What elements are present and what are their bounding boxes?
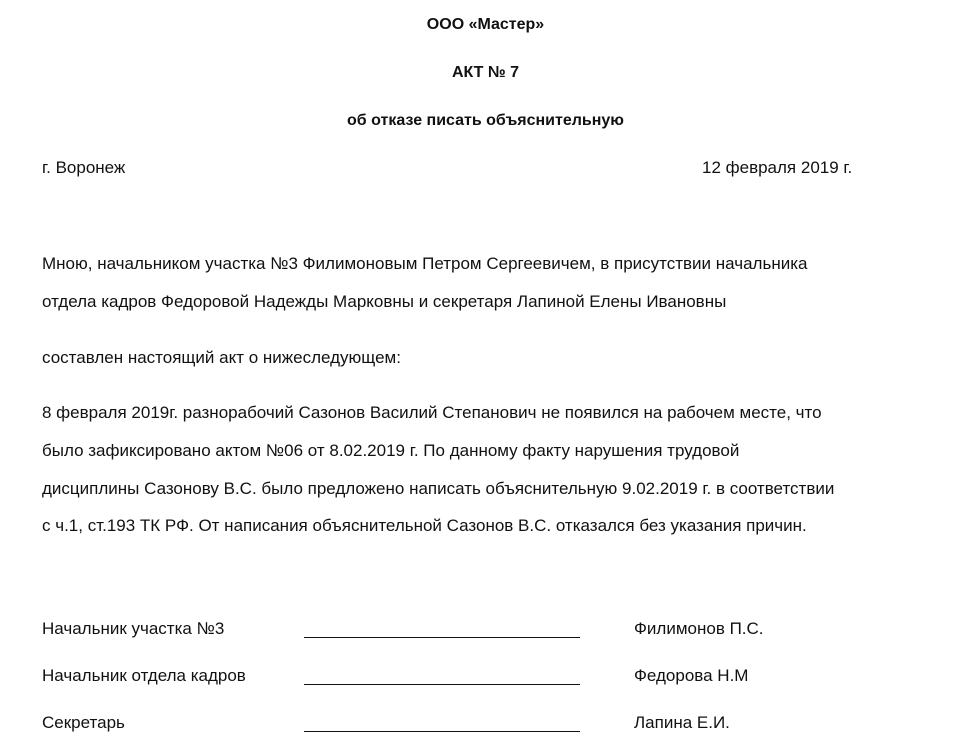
date: 12 февраля 2019 г.	[702, 158, 853, 177]
signature-name: Федорова Н.М	[634, 666, 749, 685]
signature-line	[304, 621, 580, 638]
city: г. Воронеж	[42, 158, 126, 177]
body-line-2: было зафиксировано актом №06 от 8.02.2019 г. По данному факту нарушения трудовой	[42, 441, 740, 460]
composed-statement: составлен настоящий акт о нижеследующем:	[42, 348, 401, 367]
signature-line	[304, 715, 580, 732]
act-number: АКТ № 7	[451, 64, 520, 81]
intro-line-1: Мною, начальником участка №3 Филимоновым Петром Сергеевичем, в присутствии начальника	[42, 254, 808, 273]
signature-name: Лапина Е.И.	[634, 713, 730, 732]
body-line-1: 8 февраля 2019г. разнорабочий Сазонов Василий Степанович не появился на рабочем месте, что	[42, 403, 822, 422]
signature-name: Филимонов П.С.	[634, 619, 764, 638]
act-subject: об отказе писать объяснительную	[347, 112, 624, 129]
intro-line-2: отдела кадров Федоровой Надежды Марковны и секретаря Лапиной Елены Ивановны	[42, 292, 727, 311]
signature-line	[304, 668, 580, 685]
signature-title: Секретарь	[42, 713, 125, 732]
body-line-4: с ч.1, ст.193 ТК РФ. От написания объяснительной Сазонов В.С. отказался без указания причин.	[42, 516, 807, 535]
signature-title: Начальник отдела кадров	[42, 666, 246, 685]
org-name: ООО «Мастер»	[426, 16, 545, 33]
body-line-3: дисциплины Сазонову В.С. было предложено написать объяснительную 9.02.2019 г. в соответствии	[42, 479, 835, 498]
signature-title: Начальник участка №3	[42, 619, 225, 638]
